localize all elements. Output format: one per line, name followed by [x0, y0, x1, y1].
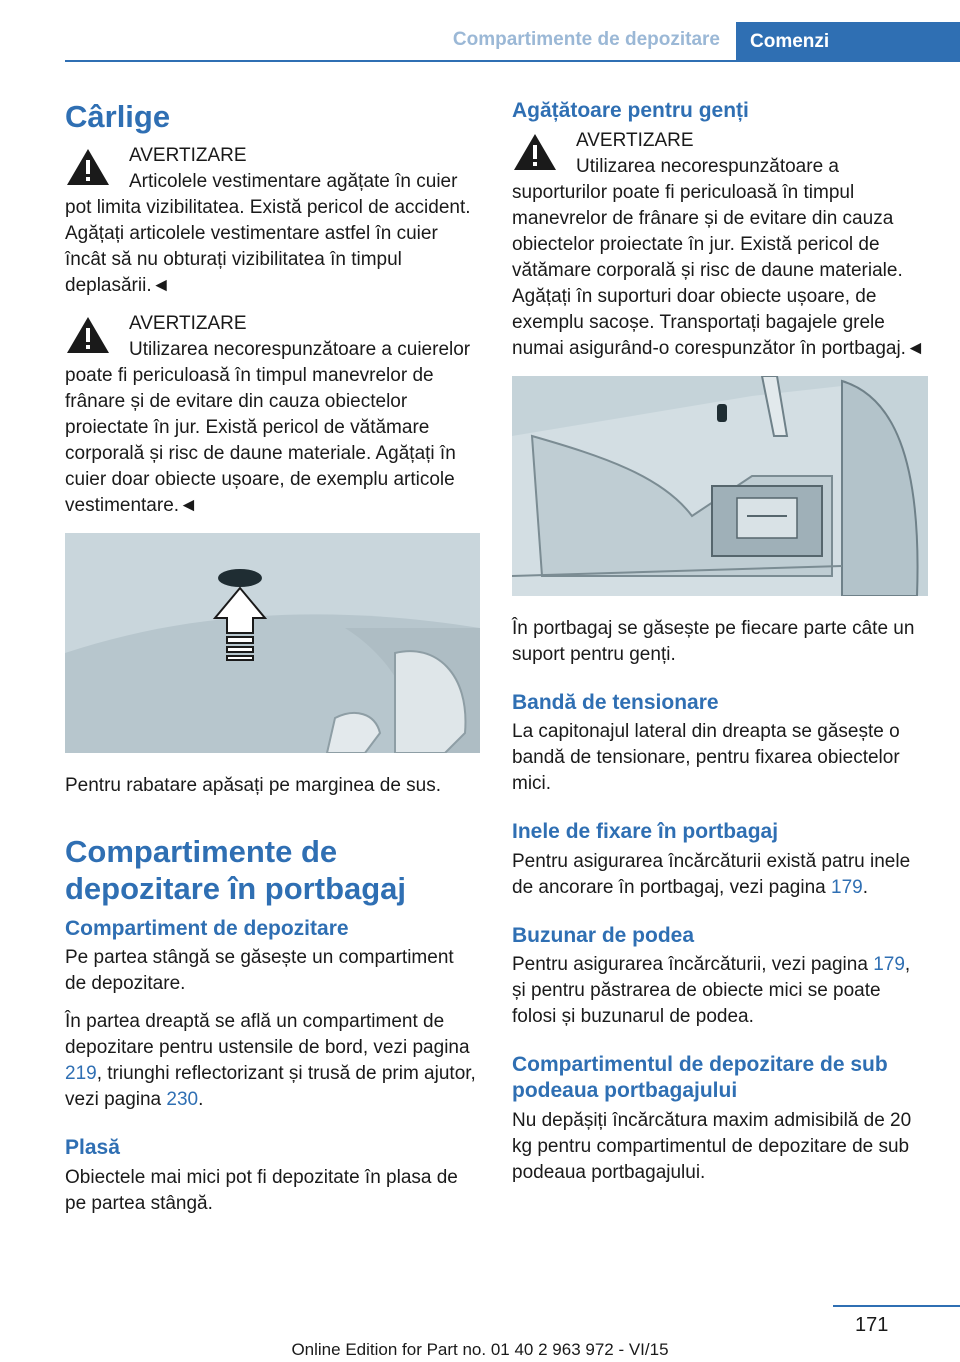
- net-title: Plasă: [65, 1136, 120, 1160]
- header-chapter-tab: Comenzi: [736, 22, 960, 62]
- footer-rule: [833, 1305, 960, 1307]
- strap-text: La capitonajul lateral din dreapta se găsește o bandă de tensionare, pentru fixarea obiectelor mici.: [512, 721, 900, 795]
- warning-label: AVERTIZARE: [129, 145, 247, 167]
- net-text: Obiectele mai mici pot fi depozitate în plasa de pe partea stângă.: [65, 1166, 458, 1214]
- text-run: Pentru asigurarea încărcăturii, vezi pagina: [512, 954, 874, 976]
- coat-hook-illustration: [65, 533, 480, 753]
- hooks-title: Cârlige: [65, 99, 171, 134]
- strap-title: Bandă de tensionare: [512, 690, 719, 714]
- warning-block-3: [512, 128, 928, 362]
- page-number: 171: [855, 1314, 889, 1336]
- warning-icon: [65, 315, 111, 355]
- underfloor-title: Compartimentul de depozitare de sub podeaua portbagajului: [512, 1053, 888, 1103]
- storage-paragraph-1: Pe partea stângă se găsește un compartiment de depozitare.: [65, 947, 454, 995]
- page-link-230[interactable]: 230: [166, 1089, 199, 1111]
- rings-text: [512, 849, 928, 901]
- page-link-179[interactable]: 179: [831, 876, 863, 898]
- storage-compartment-title: Compartiment de depozitare: [65, 916, 349, 940]
- floor-pocket-text: [512, 952, 928, 1030]
- warning-text: Utilizarea necorespunzătoare a cuierelor poate fi periculoasă în timpul manevrelor de frânare și de evitare din cauza obiectelor proiectate în jur. Există pericol de vătămare corporală și risc de daune materiale. Agățați în cuier doar obiecte ușoare, de exemplu articole vestimentare.◄: [65, 339, 471, 517]
- left-column: [65, 98, 480, 1229]
- underfloor-text: Nu depășiți încărcătura maxim admisibilă de 20 kg pentru compartimentul de depozitare de sub podeaua portbagajului.: [512, 1109, 912, 1183]
- text-run: , triunghi reflectorizant și trusă de prim ajutor, vezi pagina: [65, 1063, 476, 1111]
- bag-hooks-title: Agățătoare pentru genți: [512, 99, 749, 122]
- bag-hooks-caption: În portbagaj se găsește pe fiecare parte câte un suport pentru genți.: [512, 617, 915, 665]
- edition-note: Online Edition for Part no. 01 40 2 963 972 - VI/15: [291, 1340, 669, 1359]
- coat-hook-caption: Pentru rabatare apăsați pe marginea de sus.: [65, 775, 442, 797]
- warning-text: Articolele vestimentare agățate în cuier pot limita vizibilitatea. Există pericol de accident. Agățați articolele vestimentare astfel în cuier încât să nu obturați vizibilitatea în timpul deplasării.◄: [65, 171, 471, 297]
- right-column: [512, 98, 928, 1198]
- text-run: .: [862, 876, 868, 898]
- storage-paragraph-2: [65, 1009, 480, 1113]
- text-run: În partea dreaptă se află un compartiment de depozitare pentru ustensile de bord, vezi pagina: [65, 1011, 470, 1059]
- page-link-219[interactable]: 219: [65, 1063, 97, 1085]
- text-run: .: [198, 1089, 204, 1111]
- trunk-storage-title: Compartimente de depozitare în portbagaj: [65, 834, 407, 907]
- header-rule: [65, 60, 960, 62]
- warning-icon: [65, 147, 111, 187]
- warning-icon: [512, 132, 558, 172]
- warning-block-2: [65, 311, 480, 519]
- page-link-179[interactable]: 179: [873, 954, 905, 976]
- rings-title: Inele de fixare în portbagaj: [512, 820, 779, 844]
- warning-label: AVERTIZARE: [129, 313, 247, 335]
- header-section-title: Compartimente de depozitare: [452, 29, 720, 50]
- text-run: Pentru asigurarea încărcăturii există patru inele de ancorare în portbagaj, vezi pagina: [512, 850, 911, 898]
- floor-pocket-title: Buzunar de podea: [512, 923, 695, 947]
- page-header: [0, 22, 960, 62]
- warning-label: AVERTIZARE: [576, 129, 694, 151]
- trunk-illustration: [512, 376, 928, 596]
- warning-block-1: [65, 143, 480, 299]
- warning-text: Utilizarea necorespunzătoare a suporturilor poate fi periculoasă în timpul manevrelor de frânare și de evitare din cauza obiectelor proiectate în jur. Există pericol de vătămare corporală și risc de daune materiale. Agățați în suporturi doar obiecte ușoare, de exemplu sacoșe. Transportați bagajele grele numai asigurând-o corespunzător în portbagaj.◄: [512, 155, 925, 359]
- text-run: , și pentru păstrarea de obiecte mici se poate folosi și buzunarul de podea.: [512, 954, 911, 1028]
